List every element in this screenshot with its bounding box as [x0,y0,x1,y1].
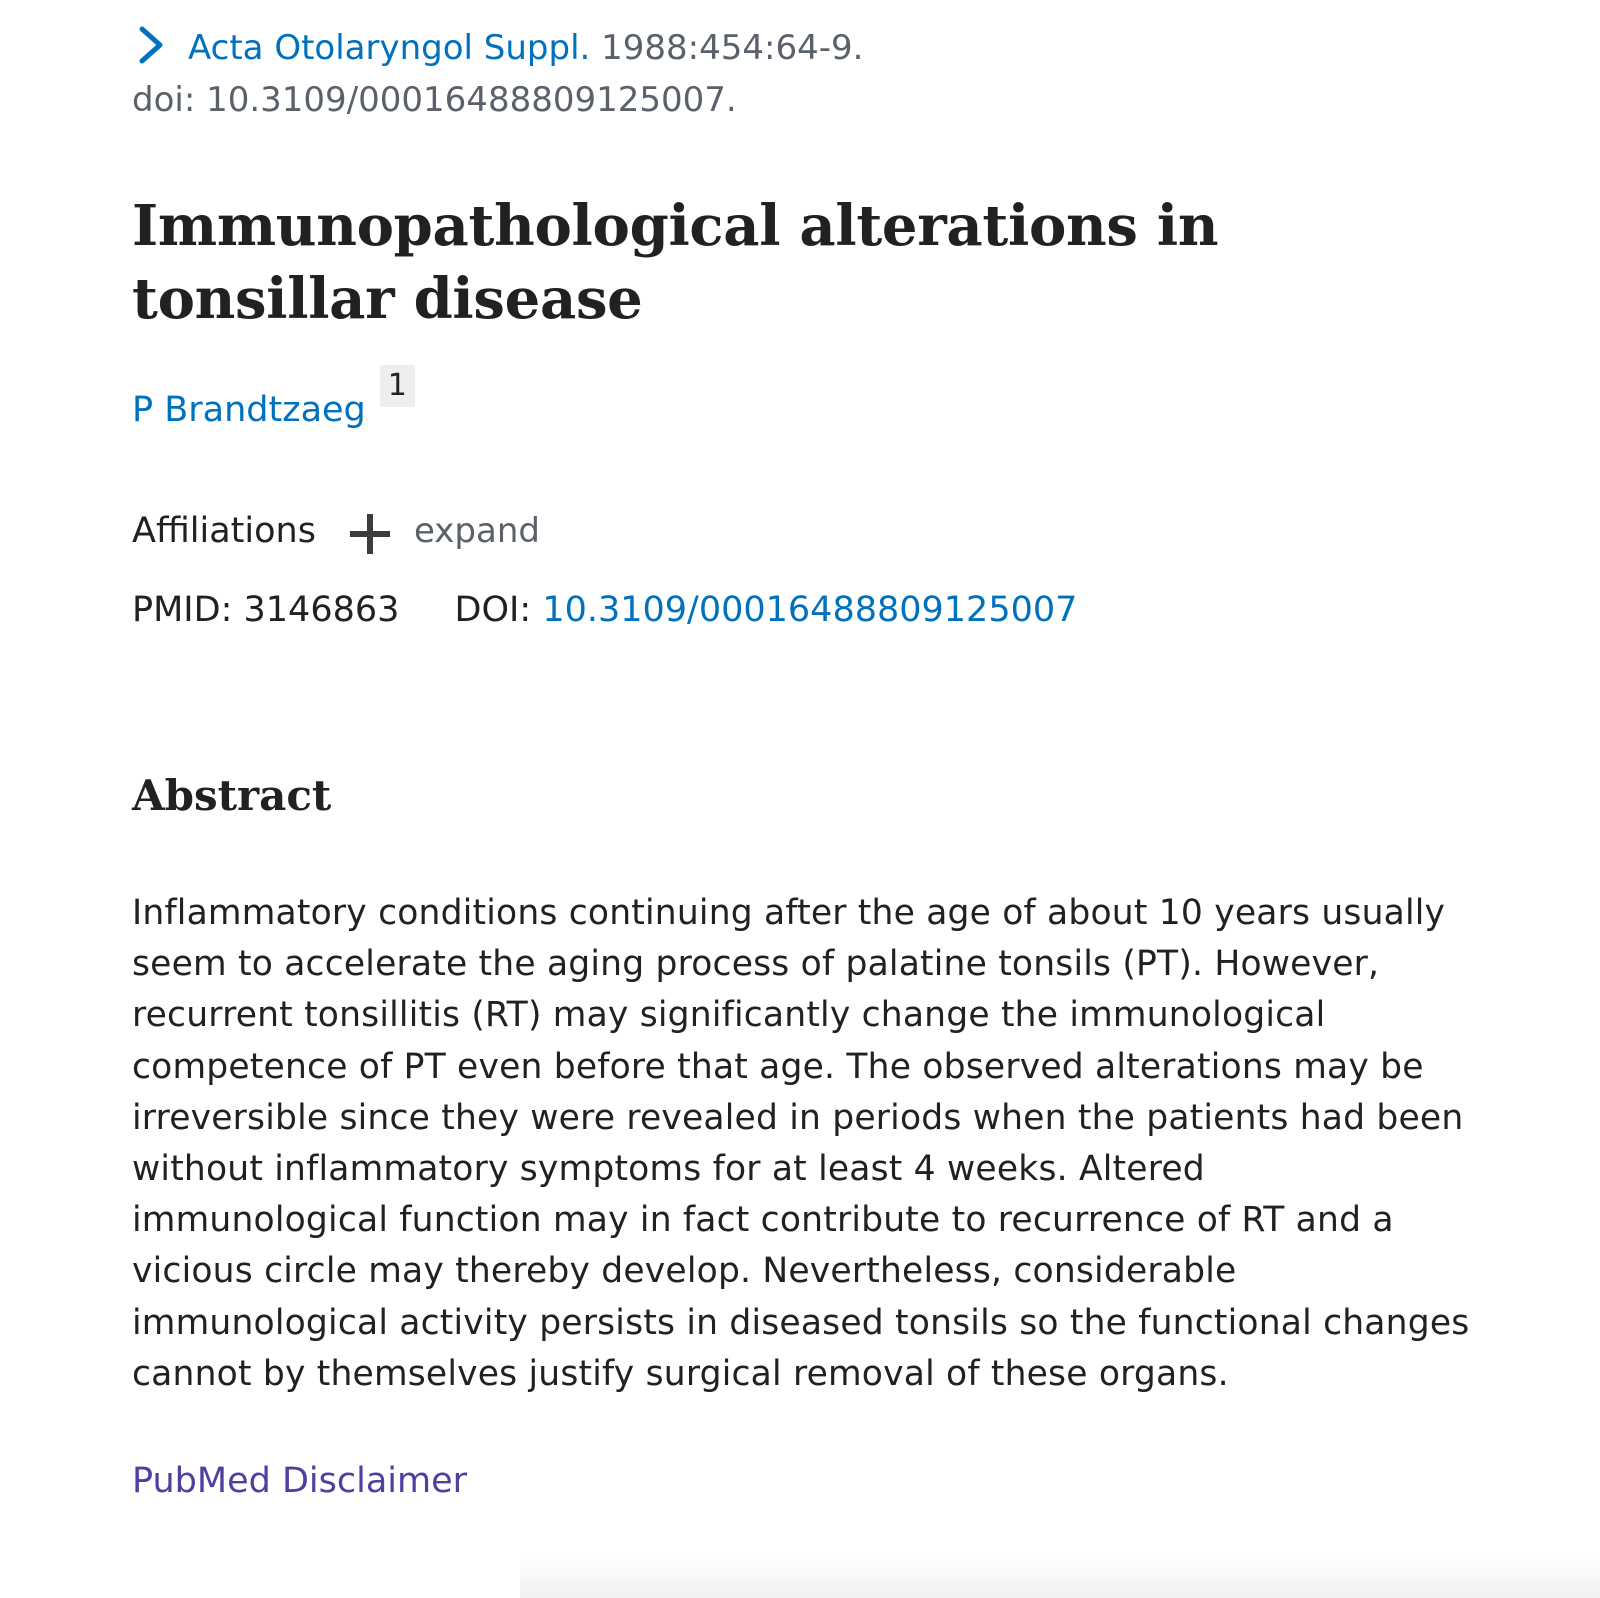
doi-link[interactable]: 10.3109/00016488809125007 [542,590,1078,630]
identifiers [132,584,1077,636]
pmid-label: PMID: [132,590,233,630]
author-link[interactable]: P Brandtzaeg [132,390,366,430]
affiliations-row [132,505,540,557]
plus-icon [350,514,390,554]
page-title: Immunopathological alterations in tonsillar disease [132,193,1219,332]
bottom-shadow [520,1554,1600,1598]
citation-doi: doi: 10.3109/00016488809125007. [132,80,737,120]
affiliations-label: Affiliations [132,511,316,551]
pmid-value: 3146863 [243,590,400,630]
citation [132,22,1332,126]
author-list [132,368,415,436]
journal-link[interactable]: Acta Otolaryngol Suppl. [188,28,591,68]
expand-label: expand [413,511,540,551]
pubmed-disclaimer-link[interactable]: PubMed Disclaimer [132,1461,468,1501]
abstract-heading: Abstract [132,771,332,820]
citation-details: 1988:454:64-9. [601,28,864,68]
abstract-text: Inflammatory conditions continuing after the age of about 10 years usually seem to accelerate the aging process of palatine tonsils (PT). However, recurrent tonsillitis (RT) may significantly change the immunological competence of PT even before that age. The observed alterations may be irreversible since they were revealed in periods when the patients had been without inflammatory symptoms for at least 4 weeks. Altered immunological function may in fact contribute to recurrence of RT and a vicious circle may thereby develop. Nevertheless, considerable immunological activity persists in diseased tonsils so the functional changes cannot by themselves justify surgical removal of these organs. [132,893,1470,1394]
expand-affiliations-button[interactable] [350,505,540,557]
doi-label: DOI: [454,590,532,630]
affiliation-ref-button[interactable]: 1 [380,365,415,407]
chevron-right-icon[interactable] [134,25,168,65]
